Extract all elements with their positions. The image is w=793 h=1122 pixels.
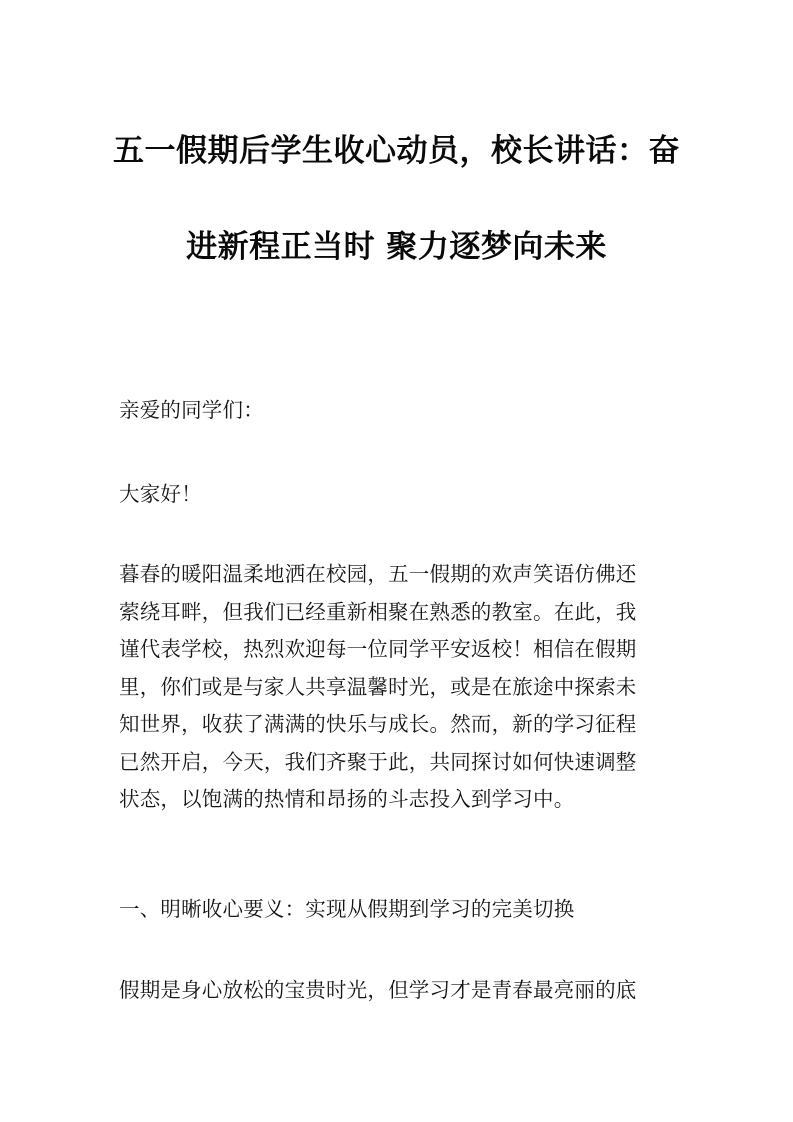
paragraph-line: 暮春的暖阳温柔地洒在校园，五一假期的欢声笑语仿佛还 <box>119 562 637 586</box>
section-heading-1: 一、明晰收心要义：实现从假期到学习的完美切换 <box>119 897 575 921</box>
paragraph-line: 里，你们或是与家人共享温馨时光，或是在旅途中探索未 <box>119 674 637 699</box>
paragraph-line: 萦绕耳畔，但我们已经重新相聚在熟悉的教室。在此，我 <box>119 599 637 624</box>
paragraph-line: 已然开启，今天，我们齐聚于此，共同探讨如何快速调整 <box>119 749 637 774</box>
paragraph-line: 假期是身心放松的宝贵时光，但学习才是青春最亮丽的底 <box>119 978 637 1002</box>
greeting: 大家好！ <box>119 482 202 506</box>
paragraph-intro <box>119 556 679 819</box>
salutation: 亲爱的同学们： <box>119 398 264 422</box>
document-title-line-1: 五一假期后学生收心动员，校长讲话：奋 <box>113 133 680 169</box>
paragraph-section-1 <box>119 972 679 1010</box>
document-title-line-2: 进新程正当时 聚力逐梦向未来 <box>186 229 607 265</box>
paragraph-line: 状态，以饱满的热情和昂扬的斗志投入到学习中。 <box>119 787 575 811</box>
paragraph-line: 知世界，收获了满满的快乐与成长。然而，新的学习征程 <box>119 712 637 736</box>
paragraph-line: 谨代表学校，热烈欢迎每一位同学平安返校！相信在假期 <box>119 637 637 661</box>
